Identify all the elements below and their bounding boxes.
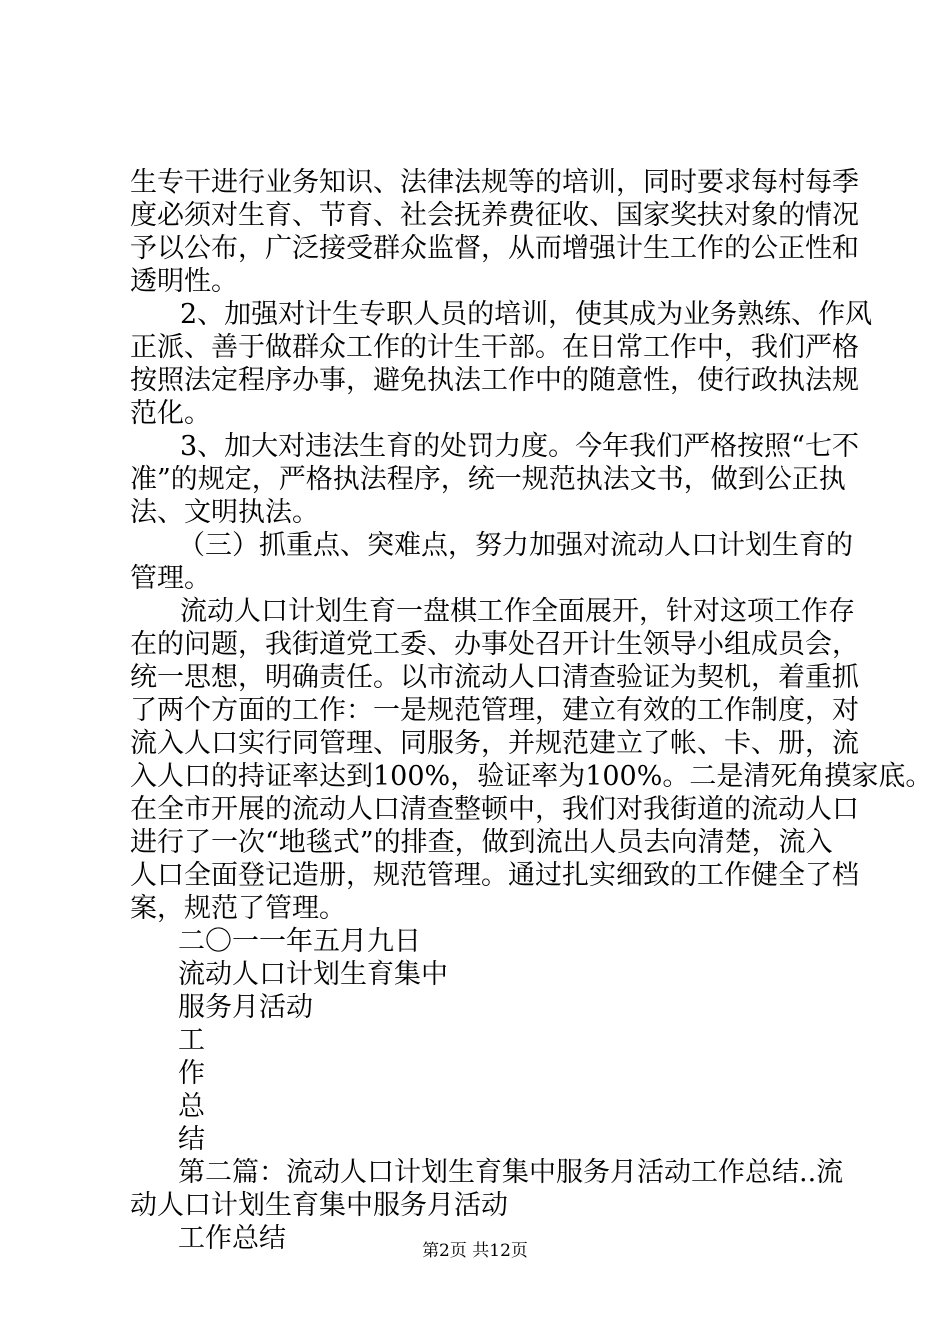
- text-line: 3、加大对违法生育的处罚力度。今年我们严格按照“七不: [180, 431, 859, 462]
- text-line: 流动人口计划生育集中: [178, 959, 448, 990]
- text-line: 案，规范了管理。: [130, 893, 346, 924]
- text-line: 生专干进行业务知识、法律法规等的培训，同时要求每村每季: [130, 167, 859, 198]
- text-line: 度必须对生育、节育、社会抚养费征收、国家奖扶对象的情况: [130, 200, 859, 231]
- text-line: 结: [178, 1124, 205, 1155]
- text-line: 透明性。: [130, 266, 238, 297]
- text-line: 总: [178, 1091, 205, 1122]
- text-line: 准”的规定，严格执法程序，统一规范执法文书，做到公正执: [130, 464, 846, 495]
- text-line: 范化。: [130, 398, 211, 429]
- text-line: 人口全面登记造册，规范管理。通过扎实细致的工作健全了档: [130, 860, 859, 891]
- text-line: 2、加强对计生专职人员的培训，使其成为业务熟练、作风: [180, 299, 873, 330]
- text-line: 第二篇：流动人口计划生育集中服务月活动工作总结..流: [178, 1157, 844, 1188]
- page-footer: 第2页 共12页: [422, 1241, 528, 1261]
- text-line: 工: [178, 1025, 205, 1056]
- text-line: 服务月活动: [178, 992, 313, 1023]
- section-heading: （三）抓重点、突难点，努力加强对流动人口计划生育的: [178, 530, 853, 561]
- text-line: 了两个方面的工作：一是规范管理，建立有效的工作制度，对: [130, 695, 859, 726]
- text-line: 统一思想，明确责任。以市流动人口清查验证为契机，着重抓: [130, 662, 859, 693]
- text-line: 正派、善于做群众工作的计生干部。在日常工作中，我们严格: [130, 332, 859, 363]
- text-line: 在全市开展的流动人口清查整顿中，我们对我街道的流动人口: [130, 794, 859, 825]
- text-line: 作: [178, 1058, 205, 1089]
- text-line: 法、文明执法。: [130, 497, 319, 528]
- text-line: 流入人口实行同管理、同服务，并规范建立了帐、卡、册，流: [130, 728, 859, 759]
- text-line: 入人口的持证率达到100%，验证率为100%。二是清死角摸家底。: [130, 761, 933, 792]
- text-line: 动人口计划生育集中服务月活动: [130, 1190, 508, 1221]
- text-line: 在的问题，我街道党工委、办事处召开计生领导小组成员会，: [130, 629, 859, 660]
- text-line: 按照法定程序办事，避免执法工作中的随意性，使行政执法规: [130, 365, 859, 396]
- text-line: 工作总结: [178, 1223, 286, 1254]
- text-line: 予以公布，广泛接受群众监督，从而增强计生工作的公正性和: [130, 233, 859, 264]
- text-line: 管理。: [130, 563, 211, 594]
- text-line: 进行了一次“地毯式”的排查，做到流出人员去向清楚，流入: [130, 827, 833, 858]
- text-line: 流动人口计划生育一盘棋工作全面展开，针对这项工作存: [180, 596, 855, 627]
- date-line: 二〇一一年五月九日: [178, 926, 421, 957]
